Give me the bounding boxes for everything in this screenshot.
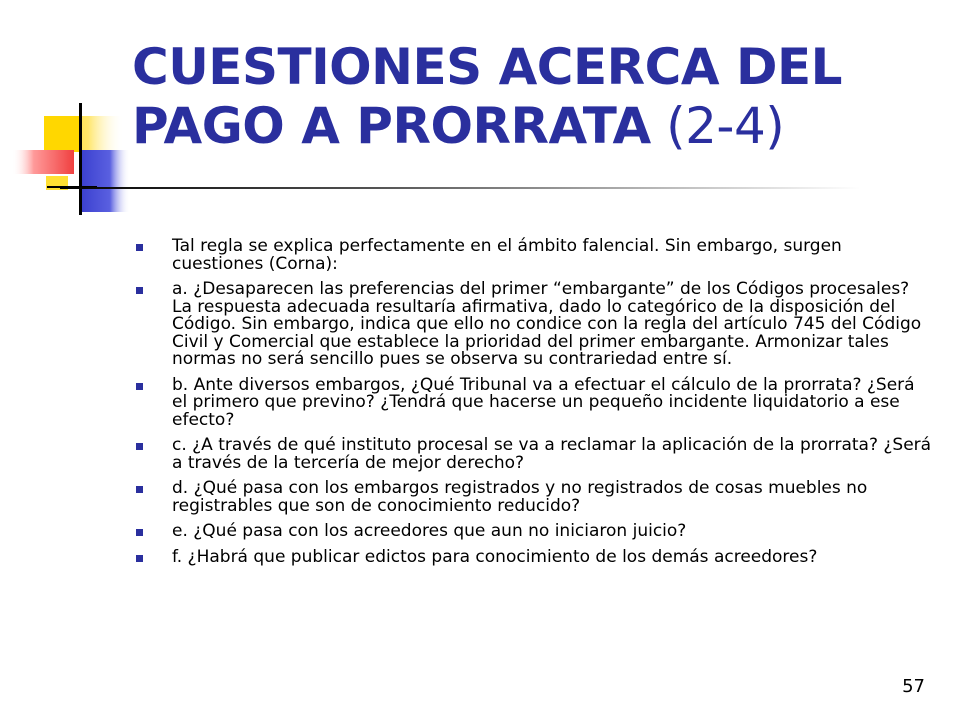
list-item-text: a. ¿Desaparecen las preferencias del primer “embargante” de los Códigos procesales? La respuesta adecuada resultaría afirmativa, dado lo categórico de la disposición del Código. Sin embargo, indica que ello no condice con la regla del artículo 745 del Código Civil y Comercial que establece la prioridad del primer embargante. Armonizar tales normas no será sencillo pues se observa su contrariedad entre sí. bbox=[172, 279, 922, 369]
list-item bbox=[134, 238, 934, 273]
square-bullet-icon bbox=[136, 529, 143, 536]
square-bullet-icon bbox=[136, 287, 143, 294]
blue-square bbox=[80, 150, 130, 212]
bullet-list bbox=[134, 238, 934, 574]
square-bullet-icon bbox=[136, 443, 143, 450]
list-item-text: c. ¿A través de qué instituto procesal se va a reclamar la aplicación de la prorrata? ¿Será a través de la tercería de mejor derecho? bbox=[172, 435, 932, 473]
title-underline bbox=[60, 187, 860, 189]
list-item bbox=[134, 437, 934, 472]
square-bullet-icon bbox=[136, 244, 143, 251]
page-number: 57 bbox=[902, 676, 925, 697]
slide-title-main: CUESTIONES ACERCA DEL PAGO A PRORRATA bbox=[132, 38, 842, 155]
list-item-text: Tal regla se explica perfectamente en el ámbito falencial. Sin embargo, surgen cuestiones (Corna): bbox=[172, 236, 842, 274]
list-item-text: b. Ante diversos embargos, ¿Qué Tribunal va a efectuar el cálculo de la prorrata? ¿Será el primero que previno? ¿Tendrá que hacerse un pequeño incidente liquidatorio a ese efecto? bbox=[172, 374, 915, 430]
vertical-line bbox=[79, 103, 82, 215]
slide-title bbox=[132, 38, 932, 156]
list-item bbox=[134, 523, 934, 541]
red-square bbox=[12, 150, 74, 174]
slide-title-suffix: (2-4) bbox=[650, 97, 785, 155]
list-item bbox=[134, 546, 934, 567]
square-bullet-icon bbox=[136, 486, 143, 493]
list-item bbox=[134, 281, 934, 369]
list-item-text: d. ¿Qué pasa con los embargos registrados y no registrados de cosas muebles no registrables que son de conocimiento reducido? bbox=[172, 478, 868, 516]
list-item-text: f. ¿Habrá que publicar edictos para conocimiento de los demás acreedores? bbox=[172, 546, 818, 567]
list-item bbox=[134, 480, 934, 515]
decorative-squares bbox=[0, 0, 140, 230]
square-bullet-icon bbox=[136, 383, 143, 390]
list-item-text: e. ¿Qué pasa con los acreedores que aun no iniciaron juicio? bbox=[172, 521, 687, 541]
list-item bbox=[134, 374, 934, 430]
square-bullet-icon bbox=[136, 555, 143, 562]
